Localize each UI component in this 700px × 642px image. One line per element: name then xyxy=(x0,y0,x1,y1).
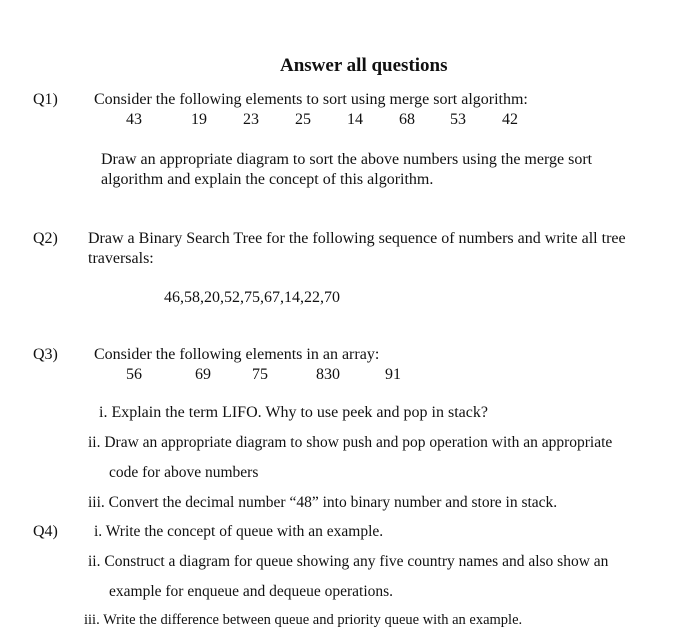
q4-item: iii. Write the difference between queue and priority queue with an example. xyxy=(84,612,523,628)
q1-number: 19 xyxy=(191,111,207,128)
q3-number: 830 xyxy=(316,366,340,383)
q1-number: 42 xyxy=(502,111,518,128)
q3-label: Q3) xyxy=(33,346,58,363)
q1-number: 23 xyxy=(243,111,259,128)
q3-item-continuation: code for above numbers xyxy=(109,464,259,481)
q1-task-line: algorithm and explain the concept of this algorithm. xyxy=(101,171,434,188)
q1-intro: Consider the following elements to sort using merge sort algorithm: xyxy=(94,91,528,108)
q3-item: i. Explain the term LIFO. Why to use peek and pop in stack? xyxy=(99,404,488,421)
q1-number: 53 xyxy=(450,111,466,128)
q3-number: 91 xyxy=(385,366,401,383)
q2-label: Q2) xyxy=(33,230,58,247)
q3-item: ii. Draw an appropriate diagram to show push and pop operation with an appropriate xyxy=(88,434,613,451)
page-title: Answer all questions xyxy=(280,55,448,76)
q3-intro: Consider the following elements in an array: xyxy=(94,346,380,363)
q3-item: iii. Convert the decimal number “48” into binary number and store in stack. xyxy=(88,494,558,511)
q3-number: 56 xyxy=(126,366,142,383)
q1-label: Q1) xyxy=(33,91,58,108)
q1-number: 43 xyxy=(126,111,142,128)
q4-label: Q4) xyxy=(33,523,58,540)
q2-text-line: Draw a Binary Search Tree for the following sequence of numbers and write all tree xyxy=(88,230,626,247)
q1-number: 68 xyxy=(399,111,415,128)
q1-task-line: Draw an appropriate diagram to sort the above numbers using the merge sort xyxy=(101,151,593,168)
q4-item-continuation: example for enqueue and dequeue operations. xyxy=(109,583,394,600)
q2-text-line: traversals: xyxy=(88,250,154,267)
q1-number: 14 xyxy=(347,111,363,128)
q3-number: 75 xyxy=(252,366,268,383)
q3-number: 69 xyxy=(195,366,211,383)
q2-sequence: 46,58,20,52,75,67,14,22,70 xyxy=(164,289,340,306)
q4-item: i. Write the concept of queue with an example. xyxy=(94,523,384,540)
q1-number: 25 xyxy=(295,111,311,128)
q4-item: ii. Construct a diagram for queue showing any five country names and also show an xyxy=(88,553,609,570)
